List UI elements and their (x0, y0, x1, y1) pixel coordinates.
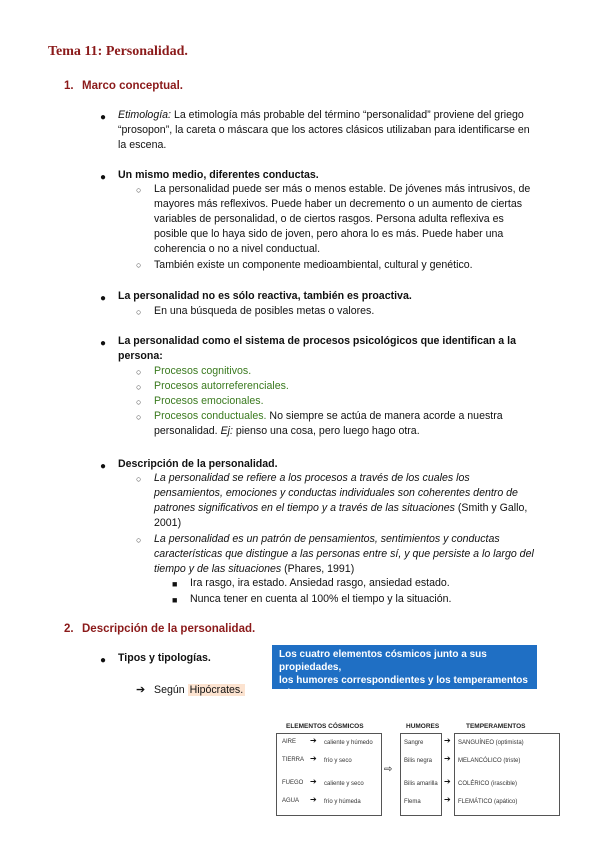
sistema-last-green: Procesos conductuales. (154, 410, 267, 422)
arrow-right-icon: ➔ (444, 754, 451, 763)
segun-text: Según (154, 684, 188, 696)
etimologia-label: Etimología: (118, 109, 171, 121)
hipocrates-highlight: Hipócrates. (189, 684, 244, 696)
sistema-last-item (154, 409, 554, 439)
section-1-number: 1. (64, 80, 74, 92)
elemento-prop: caliente y seco (324, 781, 364, 787)
square-item: Nunca tener en cuenta al 100% el tiempo y la situación. (190, 593, 452, 605)
arrow-right-icon: ➔ (310, 777, 317, 786)
medio-sub1-line: La personalidad puede ser más o menos estable. De jóvenes más intrusivos, de (154, 183, 531, 195)
caption-line: Los cuatro elementos cósmicos junto a sus propiedades, (279, 649, 487, 673)
medio-sub1-line: coherencia o no a nivel conductual. (154, 243, 321, 255)
humor: Sangre (404, 740, 424, 746)
circle-bullet-icon: ○ (136, 307, 142, 317)
definicion-1 (154, 471, 554, 531)
elemento-prop: frío y seco (324, 758, 352, 764)
arrow-right-icon: ➔ (444, 777, 451, 786)
elemento-name: FUEGO (282, 780, 304, 786)
page-title: Tema 11: Personalidad. (48, 44, 188, 59)
circle-bullet-icon: ○ (136, 185, 142, 195)
proactiva-sub: En una búsqueda de posibles metas o valores. (154, 305, 375, 317)
tipos-heading: Tipos y tipologías. (118, 652, 211, 664)
bullet-icon: ● (100, 338, 107, 349)
sistema-last-post: pienso una cosa, pero luego hago otra. (232, 425, 420, 437)
descripcion-heading: Descripción de la personalidad. (118, 458, 278, 470)
elemento-prop: frío y húmeda (324, 799, 361, 805)
temperamento: MELANCÓLICO (triste) (458, 758, 521, 764)
hipocrates-diagram (276, 720, 558, 820)
sistema-item: Procesos emocionales. (154, 395, 264, 407)
elemento-name: AGUA (282, 798, 300, 804)
definicion-1-line: patrones significativos en el tiempo y a través de las situaciones (154, 502, 455, 514)
elemento-prop: caliente y húmedo (324, 740, 373, 746)
arrow-right-icon: ➔ (136, 684, 146, 696)
segun-line (154, 683, 245, 698)
arrow-right-icon: ➔ (310, 795, 317, 804)
definicion-2-line: características que distingue a las personas entre sí, y que persiste a lo largo del (154, 548, 534, 560)
temperamento: COLÉRICO (irascible) (458, 781, 518, 787)
section-1-title: Marco conceptual. (82, 80, 183, 92)
definicion-2-cite: (Phares, 1991) (281, 563, 355, 575)
medio-sub1-line: posible que lo haya sido de joven, pero ahora lo es más. Puede haber una (154, 228, 504, 240)
humor: Flema (404, 799, 421, 805)
temperamento: FLEMÁTICO (apático) (458, 799, 518, 805)
circle-bullet-icon: ○ (136, 412, 142, 422)
sistema-last-rest: No siempre se actúa de manera acorde a nuestra (266, 410, 503, 422)
sistema-last-ej: Ej: (220, 425, 233, 437)
arrow-right-icon: ➔ (310, 736, 317, 745)
definicion-2-line: La personalidad es un patrón de pensamientos, sentimientos y conductas (154, 533, 500, 545)
proactiva-heading: La personalidad no es sólo reactiva, también es proactiva. (118, 290, 412, 302)
definicion-1-year: 2001) (154, 517, 182, 529)
sistema-heading-line: persona: (118, 350, 163, 362)
arrow-right-icon: ➔ (444, 736, 451, 745)
diagram-header-elementos: ELEMENTOS CÓSMICOS (286, 723, 364, 730)
diagram-header-humores: HUMORES (406, 723, 440, 730)
medio-sub2: También existe un componente medioambiental, cultural y genético. (154, 259, 473, 271)
medio-heading: Un mismo medio, diferentes conductas. (118, 169, 319, 181)
etimologia-line: “prosopon”, la careta o máscara que los actores clásicos utilizaban para identificarse en (118, 124, 530, 136)
bullet-icon: ● (100, 461, 107, 472)
section-2-number: 2. (64, 623, 74, 635)
definicion-1-line: La personalidad se refiere a los procesos a través de los cuales los (154, 472, 470, 484)
section-2-heading (64, 623, 255, 635)
humor: Bilis negra (404, 758, 433, 764)
circle-bullet-icon: ○ (136, 260, 142, 270)
definicion-1-line: pensamientos, emociones y conductas individuales son coherentes dentro de (154, 487, 518, 499)
etimologia-line: La etimología más probable del término “personalidad” proviene del griego (173, 109, 524, 121)
square-item: Ira rasgo, ira estado. Ansiedad rasgo, ansiedad estado. (190, 577, 450, 589)
arrow-right-icon: ➔ (444, 795, 451, 804)
circle-bullet-icon: ○ (136, 367, 142, 377)
circle-bullet-icon: ○ (136, 382, 142, 392)
definicion-2-line: tiempo y de las situaciones (154, 563, 282, 575)
medio-sub1-line: variables de personalidad, o de ciertos rasgos. Persona adulta reflexiva es (154, 213, 504, 225)
hipocrates-caption-box (272, 645, 537, 712)
circle-bullet-icon: ○ (136, 397, 142, 407)
caption-line: los humores correspondientes y los temperamentos a los (279, 675, 528, 699)
definicion-1-cite: (Smith y Gallo, (454, 502, 528, 514)
circle-bullet-icon: ○ (136, 474, 142, 484)
caption-line: que éstos dan lugar, según Hipócrates (279, 701, 463, 712)
bullet-icon: ● (100, 112, 107, 123)
sistema-last-pre: personalidad. (154, 425, 221, 437)
etimologia-paragraph (118, 108, 554, 153)
bullet-icon: ● (100, 655, 107, 666)
section-1-heading (64, 80, 183, 92)
bullet-icon: ● (100, 293, 107, 304)
square-bullet-icon: ■ (172, 579, 178, 589)
elemento-name: TIERRA (282, 757, 305, 763)
medio-sub1-line: mayores más reflexivos. Puede haber un decremento o un aumento de ciertas (154, 198, 523, 210)
sistema-item: Procesos cognitivos. (154, 365, 252, 377)
sistema-heading (118, 334, 554, 364)
diagram-header-temperamentos: TEMPERAMENTOS (466, 723, 526, 730)
section-2-title: Descripción de la personalidad. (82, 623, 256, 635)
sistema-item: Procesos autorreferenciales. (154, 380, 289, 392)
double-arrow-icon: ⇨ (384, 764, 393, 775)
arrow-right-icon: ➔ (310, 754, 317, 763)
bullet-icon: ● (100, 172, 107, 183)
definicion-2 (154, 532, 554, 577)
square-bullet-icon: ■ (172, 595, 178, 605)
circle-bullet-icon: ○ (136, 535, 142, 545)
etimologia-line: la escena. (118, 139, 167, 151)
medio-sub1 (154, 182, 554, 257)
temperamento: SANGUÍNEO (optimista) (458, 740, 524, 746)
sistema-heading-line: La personalidad como el sistema de procesos psicológicos que identifican a la (118, 335, 516, 347)
elemento-name: AIRE (282, 739, 297, 745)
humor: Bilis amarilla (404, 781, 438, 787)
